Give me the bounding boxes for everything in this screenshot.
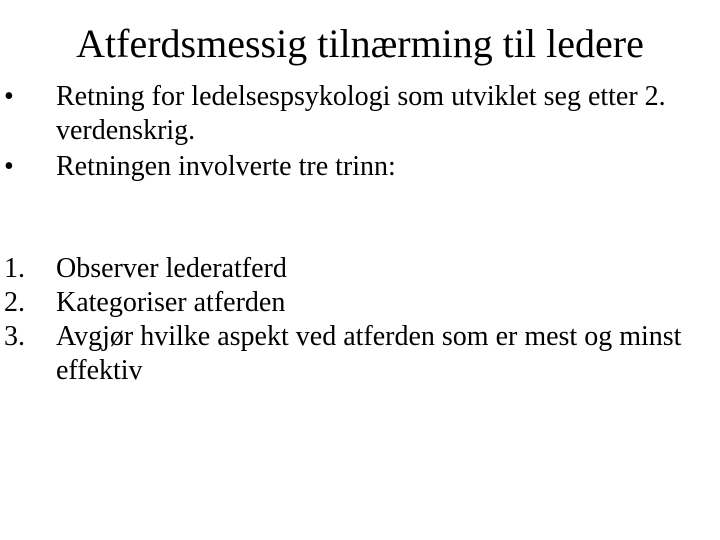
- numbered-text: Observer lederatferd: [56, 253, 287, 284]
- bullet-item: [0, 80, 666, 148]
- bullet-text: Retningen involverte tre trinn:: [56, 151, 396, 182]
- number-marker: 3.: [4, 321, 25, 352]
- numbered-item: [0, 286, 706, 320]
- bullet-item: [0, 150, 666, 184]
- bullet-list: [0, 80, 666, 186]
- number-marker: 1.: [4, 253, 25, 284]
- number-marker: 2.: [4, 287, 25, 318]
- slide-title: Atferdsmessig tilnærming til ledere: [76, 21, 644, 66]
- numbered-text: Avgjør hvilke aspekt ved atferden som er mest og minst effektiv: [56, 321, 682, 386]
- numbered-item: [0, 320, 706, 388]
- numbered-text: Kategoriser atferden: [56, 287, 286, 318]
- bullet-marker: •: [4, 151, 14, 182]
- bullet-marker: •: [4, 81, 14, 112]
- bullet-text: Retning for ledelsespsykologi som utviklet seg etter 2. verdenskrig.: [56, 81, 666, 146]
- numbered-list: [0, 252, 706, 388]
- numbered-item: [0, 252, 706, 286]
